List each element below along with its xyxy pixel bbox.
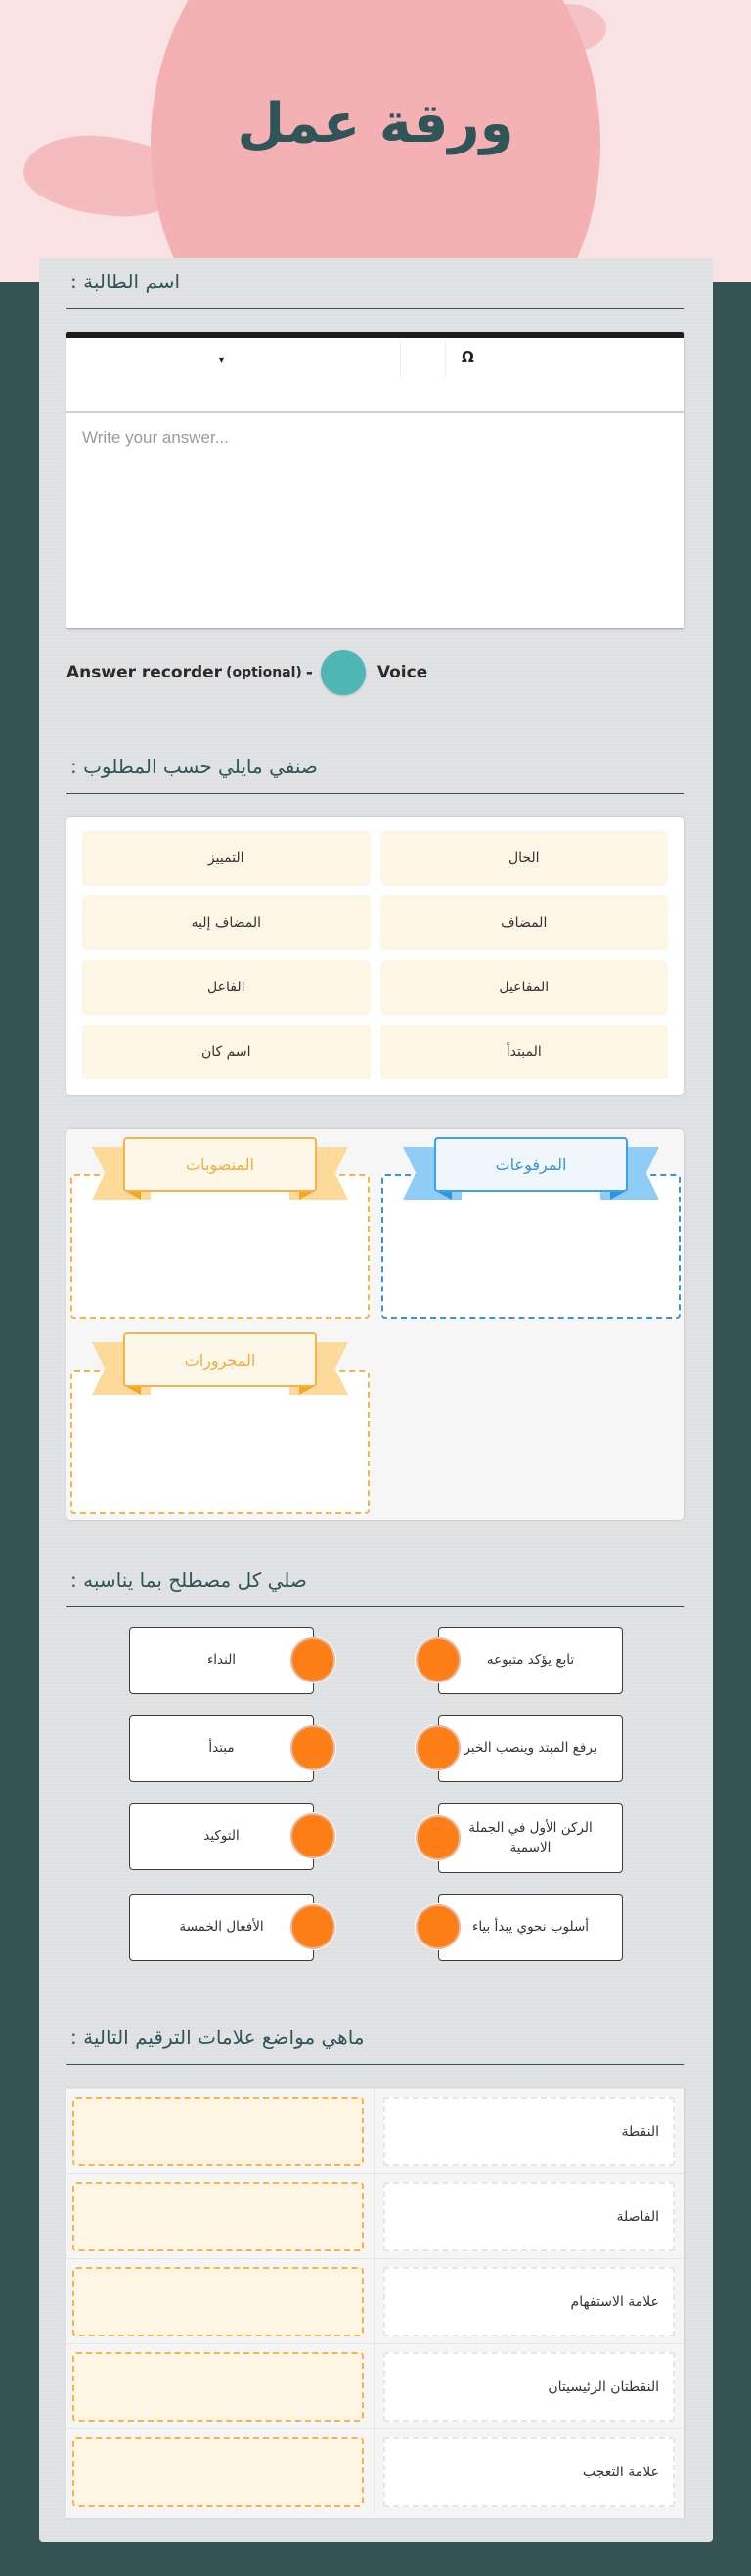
answer-drop-zone[interactable] bbox=[72, 2352, 364, 2422]
toolbar-divider bbox=[445, 340, 446, 377]
connector-dot-icon[interactable] bbox=[290, 1904, 335, 1949]
answer-input[interactable] bbox=[66, 415, 684, 628]
recorder-dash: - bbox=[305, 663, 313, 682]
format-dropdown-icon[interactable]: ▾ bbox=[219, 355, 225, 366]
match-item-left[interactable]: التوكيد bbox=[129, 1803, 314, 1870]
editor-toolbar bbox=[66, 338, 684, 413]
draggable-item[interactable]: المبتدأ bbox=[380, 1025, 669, 1079]
recorder-label: Answer recorder bbox=[66, 663, 223, 682]
question-text: اسم الطالبة : bbox=[70, 270, 181, 293]
question-title-categorize bbox=[66, 755, 684, 794]
category-label: المنصوبات bbox=[123, 1137, 317, 1192]
table-row bbox=[66, 2173, 684, 2258]
page-title: ورقة عمل bbox=[237, 92, 514, 155]
match-item-left[interactable]: مبتدأ bbox=[129, 1715, 314, 1782]
connector-dot-icon[interactable] bbox=[290, 1813, 335, 1858]
match-item-right[interactable]: يرفع المبتد وينصب الخبر bbox=[438, 1715, 623, 1782]
connector-dot-icon[interactable] bbox=[416, 1815, 461, 1860]
bin-label-mansoubat bbox=[92, 1137, 348, 1201]
table-row bbox=[66, 2343, 684, 2428]
record-voice-button[interactable] bbox=[321, 650, 366, 695]
question-text: صلي كل مصطلح بما يناسبه : bbox=[70, 1568, 307, 1592]
punctuation-table bbox=[66, 2088, 684, 2518]
connector-dot-icon[interactable] bbox=[416, 1904, 461, 1949]
connector-dot-icon[interactable] bbox=[416, 1637, 461, 1682]
connector-dot-icon[interactable] bbox=[290, 1725, 335, 1770]
match-item-left[interactable]: الأفعال الخمسة bbox=[129, 1894, 314, 1961]
bin-label-majrourat bbox=[92, 1332, 348, 1397]
answer-drop-zone[interactable] bbox=[72, 2267, 364, 2336]
draggable-item[interactable]: المفاعيل bbox=[380, 960, 669, 1015]
table-row bbox=[66, 2428, 684, 2513]
question-title-student-name bbox=[66, 270, 684, 309]
match-item-right[interactable]: تابع يؤكد متبوعه bbox=[438, 1627, 623, 1694]
punctuation-label: النقطتان الرئيسيتان bbox=[383, 2352, 675, 2422]
toolbar-divider bbox=[400, 340, 401, 377]
draggable-item[interactable]: اسم كان bbox=[82, 1025, 371, 1079]
punctuation-label: علامة الاستفهام bbox=[383, 2267, 675, 2336]
punctuation-label: علامة التعجب bbox=[383, 2437, 675, 2507]
table-row bbox=[66, 2088, 684, 2173]
draggable-item[interactable]: المضاف إليه bbox=[82, 895, 371, 950]
header-banner bbox=[0, 0, 751, 282]
recorder-optional: (optional) bbox=[226, 665, 302, 680]
voice-label: Voice bbox=[376, 663, 428, 682]
table-row bbox=[66, 2258, 684, 2343]
punctuation-label: الفاصلة bbox=[383, 2182, 675, 2251]
question-title-matching bbox=[66, 1568, 684, 1607]
category-label: المرفوعات bbox=[434, 1137, 628, 1192]
match-item-left[interactable]: النداء bbox=[129, 1627, 314, 1694]
draggable-item[interactable]: الحال bbox=[380, 831, 669, 886]
special-character-icon[interactable]: Ω bbox=[462, 348, 474, 366]
worksheet-card bbox=[39, 258, 713, 2542]
category-bins bbox=[66, 1129, 684, 1520]
category-label: المجرورات bbox=[123, 1332, 317, 1387]
answer-drop-zone[interactable] bbox=[72, 2097, 364, 2166]
rich-text-editor bbox=[66, 332, 684, 628]
answer-recorder bbox=[66, 649, 427, 696]
answer-drop-zone[interactable] bbox=[72, 2182, 364, 2251]
answer-drop-zone[interactable] bbox=[72, 2437, 364, 2507]
draggable-item[interactable]: التمييز bbox=[82, 831, 371, 886]
connector-dot-icon[interactable] bbox=[290, 1637, 335, 1682]
question-title-punctuation bbox=[66, 2026, 684, 2065]
match-item-right[interactable]: الركن الأول في الجملة الاسمية bbox=[438, 1803, 623, 1873]
match-item-right[interactable]: أسلوب نحوي يبدأ بياء bbox=[438, 1894, 623, 1961]
bin-label-marfouat bbox=[403, 1137, 659, 1201]
question-text: ماهي مواضع علامات الترقيم التالية : bbox=[70, 2026, 365, 2049]
connector-dot-icon[interactable] bbox=[416, 1725, 461, 1770]
punctuation-label: النقطة bbox=[383, 2097, 675, 2166]
categorize-items bbox=[66, 817, 684, 1095]
draggable-item[interactable]: الفاعل bbox=[82, 960, 371, 1015]
draggable-item[interactable]: المضاف bbox=[380, 895, 669, 950]
question-text: صنفي مايلي حسب المطلوب : bbox=[70, 755, 318, 778]
